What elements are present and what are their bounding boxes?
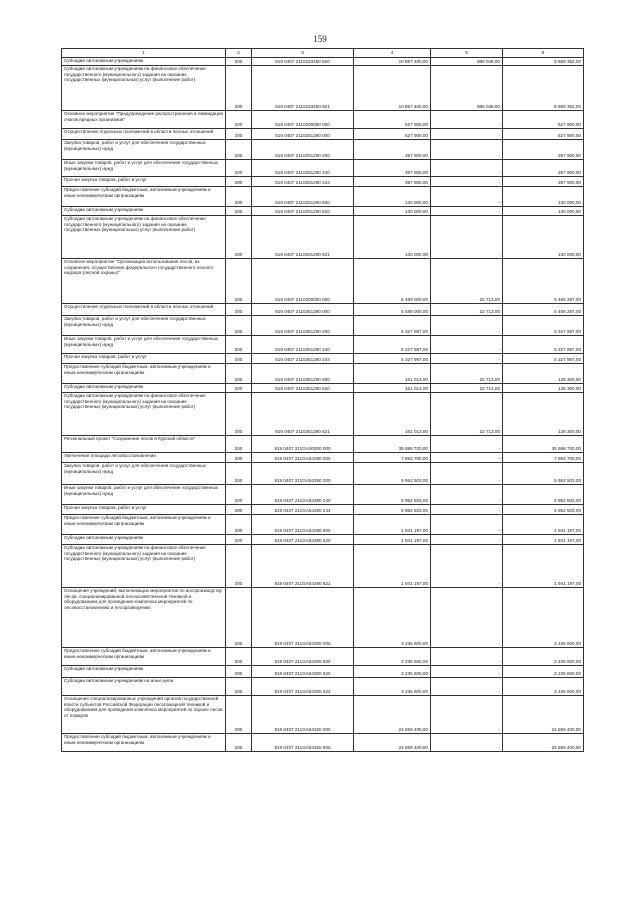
row-remaining: 5 327 987,00 [503,336,584,354]
row-code: 200 [226,393,252,436]
row-name: Иные закупки товаров, работ и услуг для обеспечения государственных (муниципальных) нужд [62,336,226,354]
row-planned: 130 000,00 [354,187,431,207]
column-header-5: 5 [431,49,503,58]
row-name: Прочая закупка товаров, работ и услуг [62,354,226,364]
row-remaining: 397 900,00 [503,177,584,187]
row-executed: - [431,666,503,678]
row-planned: 5 952 503,00 [354,485,431,505]
row-classification: 819 0407 2110351290 244 [252,354,354,364]
table-row [62,216,584,259]
row-planned: 1 941 197,00 [354,535,431,545]
row-name: Субсидии автономным учреждениям на финансовое обеспечение государственного (муниципального) задания на оказание государственных (муниципальных) услуг (выполнение работ) [62,216,226,259]
row-name: Предоставление субсидий бюджетным, автономным учреждениям и иным некоммерческим организациям [62,187,226,207]
row-planned: 5 327 987,00 [354,354,431,364]
row-executed: - [431,436,503,453]
column-header-3: 3 [252,49,354,58]
row-remaining: 138 300,00 [503,364,584,384]
row-code: 200 [226,384,252,393]
row-classification: 819 0407 2110251290 244 [252,177,354,187]
row-classification: 819 0407 211GA54290 000 [252,453,354,463]
table-row [62,384,584,393]
table-row [62,207,584,216]
row-executed: - [431,588,503,648]
row-name: Субсидии автономным учреждениям на финансовое обеспечение государственного (муниципального) задания на оказание государственных (муниципальных) услуг (выполнение работ) [62,66,226,111]
row-code: 200 [226,259,252,304]
row-planned: 3 235 600,00 [354,678,431,696]
row-executed: - [431,505,503,515]
row-executed: - [431,129,503,140]
row-code: 200 [226,505,252,515]
table-row [62,187,584,207]
row-name: Субсидии автономным учреждениям [62,535,226,545]
row-planned: 10 857 400,00 [354,66,431,111]
row-name: Субсидии автономным учреждениям на финансовое обеспечение государственного (муниципального) задания на оказание государственных (муниципальных) услуг (выполнение работ) [62,545,226,588]
row-classification: 819 0407 2110351290 000 [252,304,354,316]
row-remaining: 1 941 197,00 [503,535,584,545]
table-row [62,463,584,485]
column-header-6: 6 [503,49,584,58]
row-remaining: 5 952 503,00 [503,463,584,485]
row-planned: 10 857 400,00 [354,58,431,66]
row-planned: 527 900,00 [354,129,431,140]
row-name: Оснащение учреждений, выполняющих мероприятия по воспроизводству лесов, специализированной лесохозяйственной техникой и оборудованием для проведения комплекса мероприятий по лесовосстановлению и лесоразведению [62,588,226,648]
row-planned: 1 941 197,00 [354,515,431,535]
row-code: 200 [226,485,252,505]
row-classification: 819 0407 211GA54290 621 [252,545,354,588]
row-code: 200 [226,678,252,696]
row-name: Иные закупки товаров, работ и услуг для обеспечения государственных (муниципальных) нужд [62,485,226,505]
row-planned: 130 000,00 [354,207,431,216]
row-name: Основное мероприятие "Организация использования лесов, их сохранения, осуществления федерального государственного лесного надзора (лесной охраны)" [62,259,226,304]
row-planned: 397 900,00 [354,140,431,160]
row-name: Субсидии автономным учреждениям на иные цели [62,678,226,696]
row-classification: 819 0407 211GA54300 000 [252,588,354,648]
row-code: 200 [226,111,252,129]
row-remaining: 1 941 197,00 [503,545,584,588]
row-remaining: 7 893 700,00 [503,453,584,463]
row-executed: - [431,354,503,364]
row-executed: 988 048,00 [431,66,503,111]
row-code: 200 [226,515,252,535]
row-executed: - [431,336,503,354]
row-code: 200 [226,734,252,752]
row-executed: - [431,648,503,666]
row-remaining: 5 952 503,00 [503,505,584,515]
table-row [62,666,584,678]
row-code: 200 [226,436,252,453]
row-remaining: 130 000,00 [503,187,584,207]
row-classification: 819 0407 2110351290 240 [252,336,354,354]
row-executed: - [431,177,503,187]
row-executed: - [431,111,503,129]
row-planned: 7 893 700,00 [354,453,431,463]
row-code: 200 [226,648,252,666]
table-row [62,453,584,463]
row-code: 200 [226,336,252,354]
row-remaining: 130 000,00 [503,207,584,216]
table-row [62,678,584,696]
row-classification: 819 0407 211GA54300 622 [252,678,354,696]
column-header-1: 1 [62,49,226,58]
row-executed: - [431,160,503,177]
row-code: 200 [226,666,252,678]
table-row [62,58,584,66]
row-remaining: 397 900,00 [503,140,584,160]
table-row [62,393,584,436]
row-code: 200 [226,364,252,384]
table-row [62,648,584,666]
row-name: Осуществление отдельных полномочий в области лесных отношений [62,304,226,316]
row-remaining: 5 327 987,00 [503,354,584,364]
row-classification: 819 0407 2110351290 621 [252,393,354,436]
table-row [62,535,584,545]
row-name: Субсидии автономным учреждениям на финансовое обеспечение государственного (муниципального) задания на оказание государственных (муниципальных) услуг (выполнение работ) [62,393,226,436]
row-name: Предоставление субсидий бюджетным, автономным учреждениям и иным некоммерческим организациям [62,648,226,666]
row-remaining: 138 300,00 [503,384,584,393]
row-code: 200 [226,140,252,160]
row-planned: 130 000,00 [354,216,431,259]
row-name: Предоставление субсидий бюджетным, автономным учреждениям и иным некоммерческим организациям [62,734,226,752]
row-remaining: 3 235 600,00 [503,666,584,678]
table-body [62,58,584,752]
row-remaining: 527 900,00 [503,129,584,140]
row-code: 200 [226,187,252,207]
row-name: Оснащение специализированных учреждений органов государственной власти субъектов Российской Федерации лесопожарной техникой и оборудованием для проведения комплекса мероприятий по охране лесов от пожаров [62,696,226,734]
table-row [62,364,584,384]
row-remaining: 9 869 352,00 [503,66,584,111]
table-row [62,436,584,453]
table-header-row [62,49,584,58]
row-executed: - [431,545,503,588]
row-name: Прочая закупка товаров, работ и услуг [62,505,226,515]
table-row [62,696,584,734]
row-name: Субсидии автономным учреждениям [62,207,226,216]
row-classification: 819 0407 2110251290 600 [252,187,354,207]
row-planned: 24 559 400,00 [354,696,431,734]
table-row [62,304,584,316]
row-name: Закупка товаров, работ и услуг для обеспечения государственных (муниципальных) нужд [62,316,226,336]
row-executed: - [431,207,503,216]
row-remaining: 130 000,00 [503,216,584,259]
row-planned: 5 327 987,00 [354,336,431,354]
row-code: 200 [226,216,252,259]
row-executed: - [431,485,503,505]
row-executed: 22 713,00 [431,384,503,393]
row-classification: 819 0407 211GA00000 000 [252,436,354,453]
row-planned: 1 941 197,00 [354,545,431,588]
row-classification: 819 0407 211GA54290 600 [252,515,354,535]
column-header-4: 4 [354,49,431,58]
row-executed: - [431,463,503,485]
row-code: 200 [226,696,252,734]
row-executed: 22 713,00 [431,393,503,436]
row-classification: 819 0407 2110153450 621 [252,66,354,111]
row-name: Субсидии автономным учреждениям [62,384,226,393]
row-name: Региональный проект "Сохранение лесов в Курской области" [62,436,226,453]
row-classification: 819 0407 2110351290 200 [252,316,354,336]
row-code: 200 [226,58,252,66]
row-code: 200 [226,588,252,648]
row-classification: 819 0407 211GA54290 200 [252,463,354,485]
row-classification: 819 0407 2110351290 600 [252,364,354,384]
row-planned: 527 900,00 [354,111,431,129]
page-number: 159 [313,34,327,44]
column-header-2: 2 [226,49,252,58]
table-row [62,336,584,354]
row-classification: 819 0407 2110251290 240 [252,160,354,177]
row-remaining: 3 235 600,00 [503,678,584,696]
row-name: Закупка товаров, работ и услуг для обеспечения государственных (муниципальных) нужд [62,140,226,160]
row-executed: 22 713,00 [431,364,503,384]
row-name: Предоставление субсидий бюджетным, автономным учреждениям и иным некоммерческим организациям [62,515,226,535]
row-classification: 819 0407 2110251290 000 [252,129,354,140]
row-executed: - [431,140,503,160]
row-executed: - [431,535,503,545]
row-planned: 161 013,00 [354,393,431,436]
row-remaining: 35 688 700,00 [503,436,584,453]
row-name: Иные закупки товаров, работ и услуг для обеспечения государственных (муниципальных) нужд [62,160,226,177]
row-name: Закупка товаров, работ и услуг для обеспечения государственных (муниципальных) нужд [62,463,226,485]
row-classification: 819 0407 2110351290 620 [252,384,354,393]
row-planned: 35 688 700,00 [354,436,431,453]
row-remaining: 24 559 400,00 [503,696,584,734]
row-code: 200 [226,177,252,187]
row-planned: 5 952 503,00 [354,505,431,515]
table-row [62,160,584,177]
row-name: Прочая закупка товаров, работ и услуг [62,177,226,187]
table-row [62,111,584,129]
table-row [62,545,584,588]
row-classification: 819 0407 2110200000 000 [252,111,354,129]
row-executed: - [431,734,503,752]
row-remaining: 9 869 352,00 [503,58,584,66]
row-executed: - [431,515,503,535]
table-row [62,588,584,648]
row-name: Осуществление отдельных полномочий в области лесных отношений [62,129,226,140]
table-row [62,129,584,140]
row-remaining: 5 952 503,00 [503,485,584,505]
row-planned: 3 235 600,00 [354,666,431,678]
row-executed: - [431,678,503,696]
table-row [62,485,584,505]
row-code: 200 [226,354,252,364]
row-classification: 819 0407 211GA54290 620 [252,535,354,545]
row-code: 200 [226,316,252,336]
row-classification: 819 0407 211GA54290 244 [252,505,354,515]
row-name: Основное мероприятие "Предупреждение распространения и ликвидация очагов вредных организмов" [62,111,226,129]
table-row [62,259,584,304]
row-executed: - [431,316,503,336]
row-name: Увеличение площади лесовосстановления [62,453,226,463]
row-classification: 819 0407 211GA54320 000 [252,696,354,734]
table-row [62,177,584,187]
row-remaining: 397 900,00 [503,160,584,177]
row-planned: 5 952 503,00 [354,463,431,485]
row-remaining: 24 559 400,00 [503,734,584,752]
row-name: Субсидии автономным учреждениям [62,58,226,66]
row-code: 200 [226,304,252,316]
row-remaining: 5 466 287,00 [503,259,584,304]
row-executed: - [431,696,503,734]
row-planned: 161 013,00 [354,384,431,393]
row-executed: - [431,187,503,207]
budget-table [61,48,584,752]
table-row [62,354,584,364]
row-planned: 3 235 600,00 [354,648,431,666]
row-classification: 819 0407 2110300000 000 [252,259,354,304]
row-classification: 819 0407 2110251290 621 [252,216,354,259]
row-remaining: 3 235 600,00 [503,648,584,666]
row-classification: 819 0407 2110251290 620 [252,207,354,216]
row-executed: 22 713,00 [431,259,503,304]
row-code: 200 [226,160,252,177]
row-code: 200 [226,207,252,216]
row-planned: 5 489 000,00 [354,304,431,316]
row-classification: 819 0407 211GA54300 600 [252,648,354,666]
row-code: 200 [226,66,252,111]
row-code: 200 [226,463,252,485]
row-planned: 3 235 600,00 [354,588,431,648]
row-remaining: 527 900,00 [503,111,584,129]
row-code: 200 [226,545,252,588]
row-planned: 397 900,00 [354,177,431,187]
row-classification: 819 0407 2110251290 200 [252,140,354,160]
row-remaining: 5 466 287,00 [503,304,584,316]
row-remaining: 3 235 600,00 [503,588,584,648]
row-code: 200 [226,129,252,140]
row-remaining: 1 941 197,00 [503,515,584,535]
row-classification: 819 0407 211GA54300 620 [252,666,354,678]
table-row [62,515,584,535]
table-row [62,734,584,752]
row-planned: 161 013,00 [354,364,431,384]
table-row [62,505,584,515]
row-name: Предоставление субсидий бюджетным, автономным учреждениям и иным некоммерческим организациям [62,364,226,384]
row-planned: 24 559 400,00 [354,734,431,752]
row-code: 200 [226,535,252,545]
row-planned: 5 327 987,00 [354,316,431,336]
row-planned: 5 489 000,00 [354,259,431,304]
row-classification: 819 0407 211GA54290 240 [252,485,354,505]
row-code: 200 [226,453,252,463]
row-planned: 397 900,00 [354,160,431,177]
row-executed: 988 048,00 [431,58,503,66]
row-executed: - [431,453,503,463]
row-remaining: 138 300,00 [503,393,584,436]
row-remaining: 5 327 987,00 [503,316,584,336]
row-executed: - [431,216,503,259]
table-row [62,316,584,336]
row-classification: 819 0407 2110153450 620 [252,58,354,66]
row-classification: 819 0407 211GA54320 600 [252,734,354,752]
row-executed: 22 713,00 [431,304,503,316]
table-row [62,140,584,160]
row-name: Субсидии автономным учреждениям [62,666,226,678]
table-row [62,66,584,111]
